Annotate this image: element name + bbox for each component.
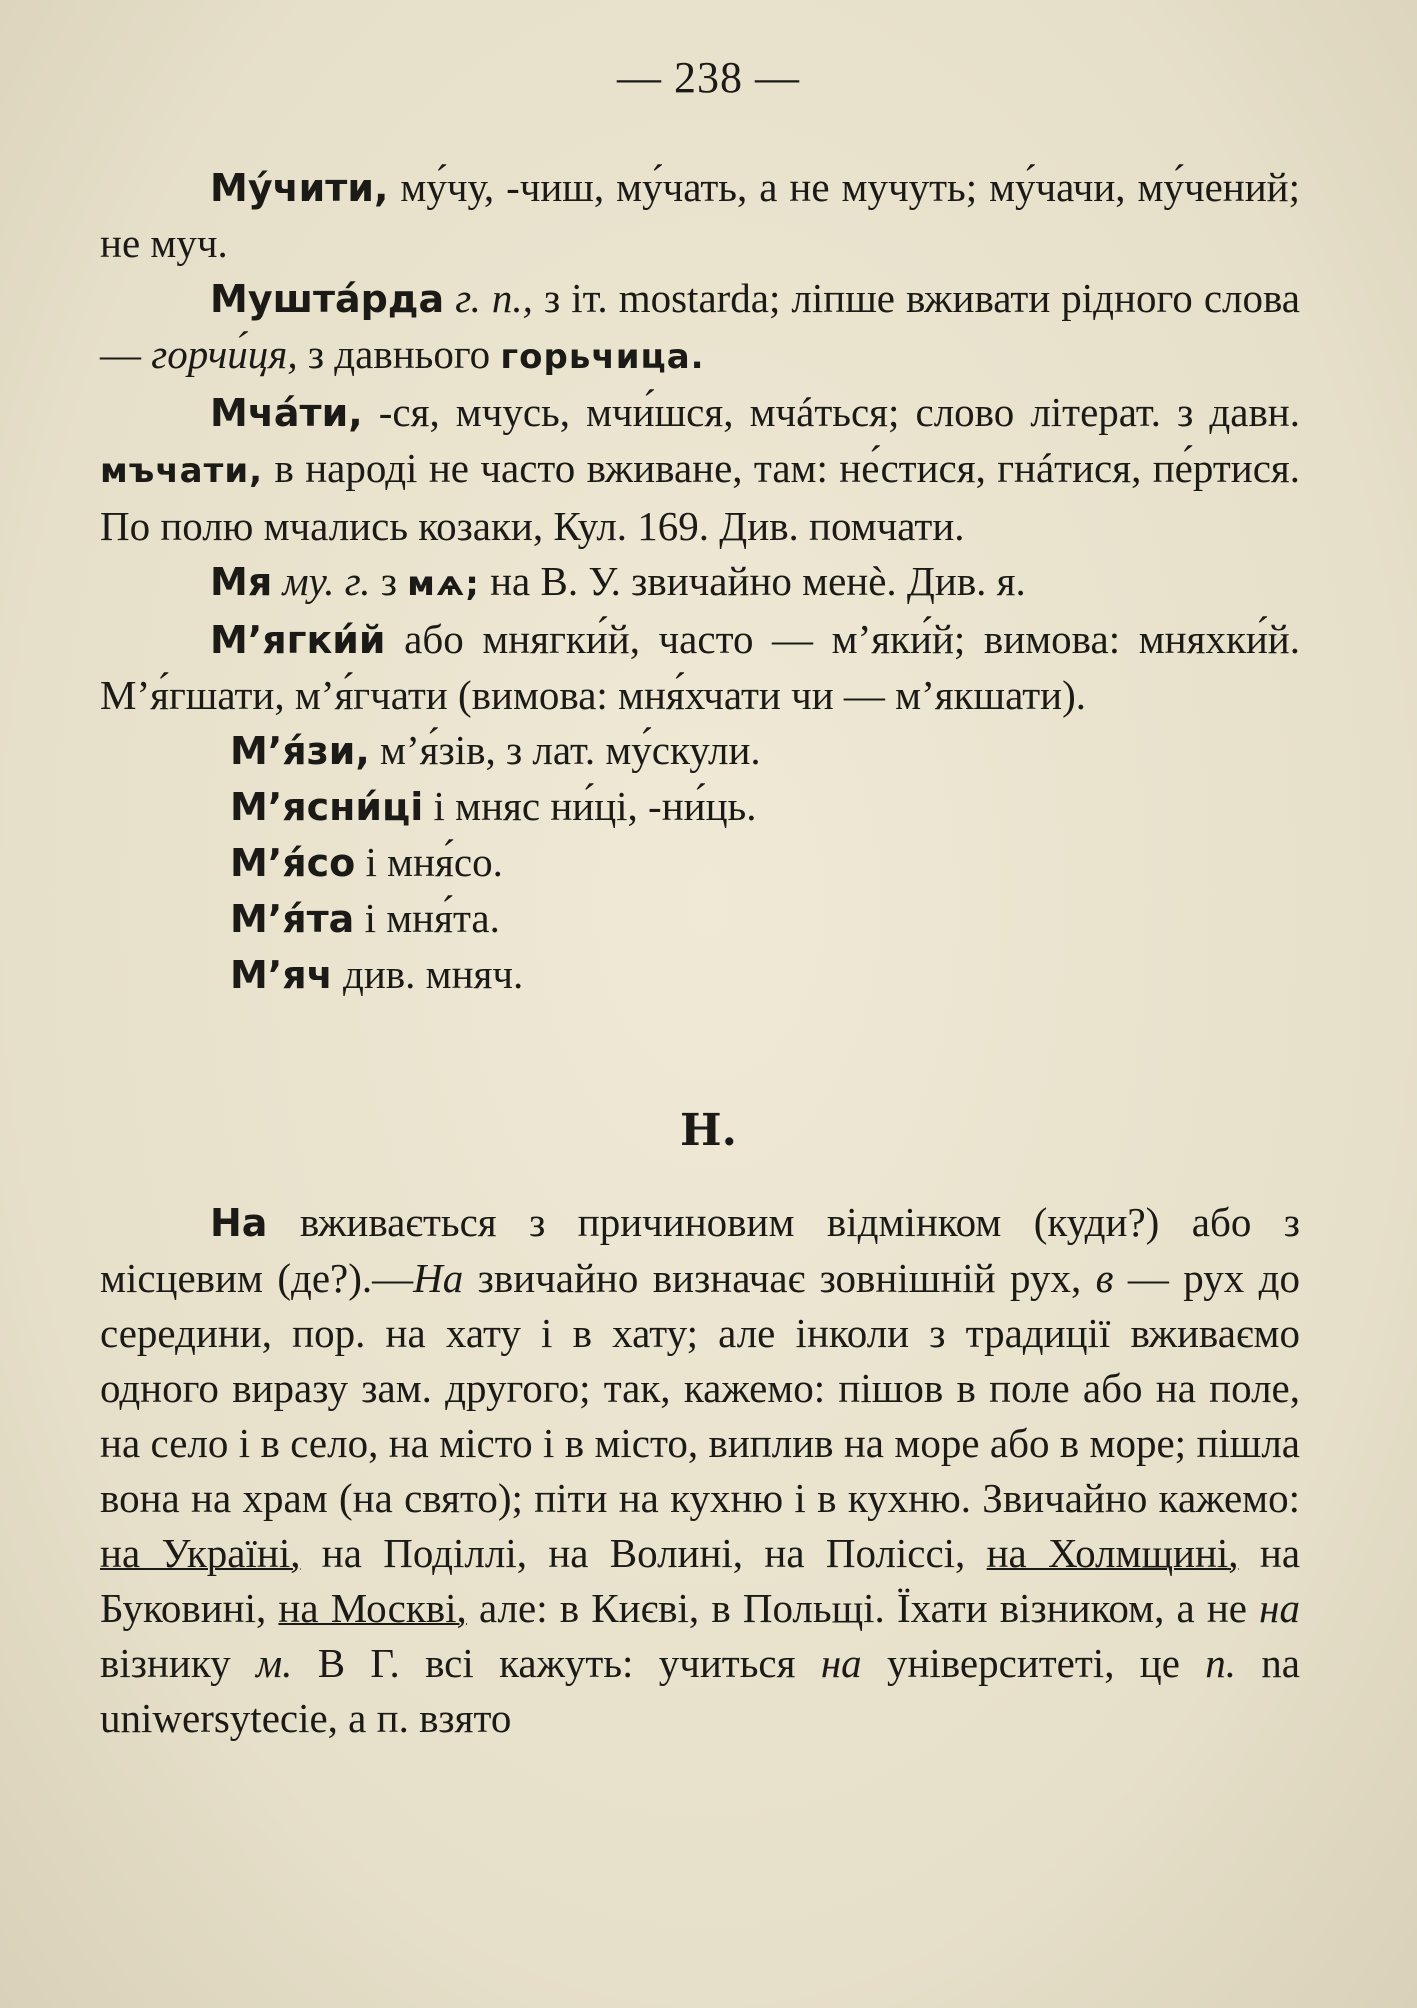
page-number: — 238 — <box>617 53 800 102</box>
headword: Мчáти, <box>210 391 363 435</box>
headword: Муштáрда <box>210 277 445 321</box>
handwritten-underline: на Холмщині, <box>986 1530 1239 1576</box>
headword: М’ягки́й <box>210 618 386 662</box>
handwritten-underline: на Україні, <box>100 1530 301 1576</box>
headword: Мя <box>210 560 273 604</box>
headword: М’я́та <box>230 897 355 941</box>
entry-miahkyi: М’ягки́й або мнягки́й, часто — м’яки́й; вимова: мняхки́й. М’я́гшати, м’я́гчати (вимова: мня́хчати чи — м’якшати). <box>100 616 1300 718</box>
headword: На <box>210 1201 268 1245</box>
headword: М’ясни́ці <box>230 785 424 829</box>
entry-miaso: М’я́со і мня́со. <box>230 839 503 885</box>
headword: Му́чити, <box>210 166 389 210</box>
entry-miazy: М’я́зи, м’я́зів, з лат. му́скули. <box>230 727 761 773</box>
entry-na: На вживається з причиновим відмінком (куди?) або з місцевим (де?).—На звичайно визначає зовнішній рух, в — рух до середини, пор. на хату і в хату; але інколи з традиції вживаємо одного виразу зам. другого; так, кажемо: пішов в поле або на поле, на село і в село, на місто і в місто, виплив на море або в море; пішла вона на храм (на свято); піти на кухню і в кухню. Звичайно кажемо: на Україні, на Поділлі, на Волині, на Поліссі, на Холмщині, на Буковині, на Москві, але: в Києві, в Польщі. Їхати візником, а не на візнику м. В Г. всі кажуть: учиться на університеті, це п. na uniwersytecie, а п. взято <box>100 1199 1301 1741</box>
headword: М’я́со <box>230 841 356 885</box>
entry-miach: М’яч див. мняч. <box>230 951 524 997</box>
headword: М’яч <box>230 953 333 997</box>
entry-muchyty: Му́чити, му́чу, -чиш, му́чать, а не мучуть; му́чачи, му́чений; не муч. <box>100 164 1300 266</box>
entry-miata: М’я́та і мня́та. <box>230 895 500 941</box>
entry-miasnytsi: М’ясни́ці і мняс ни́ці, -ни́ць. <box>230 783 757 829</box>
entry-na-block <box>100 1195 1300 1746</box>
headword: М’я́зи, <box>230 729 370 773</box>
section-heading: Н. <box>680 1105 737 1156</box>
entry-mchaty: Мчáти, -ся, мчусь, мчи́шся, мчáться; слово літерат. з давн. мъчати, в народі не часто вживане, там: не́стися, гнáтися, пе́ртися. По полю мчались козаки, Кул. 169. Див. помчати. <box>100 389 1300 549</box>
entry-mushtarda: Муштáрда г. п., з іт. mostarda; ліпше вживати рідного слова — горчи́ця, з давнього горьчица. <box>100 275 1300 377</box>
entries-m-block <box>100 160 1300 1003</box>
entry-mia: Мя му. г. з мѧ; на В. У. звичайно менѐ. Див. я. <box>210 558 1026 604</box>
handwritten-underline: на Москві, <box>278 1585 467 1631</box>
